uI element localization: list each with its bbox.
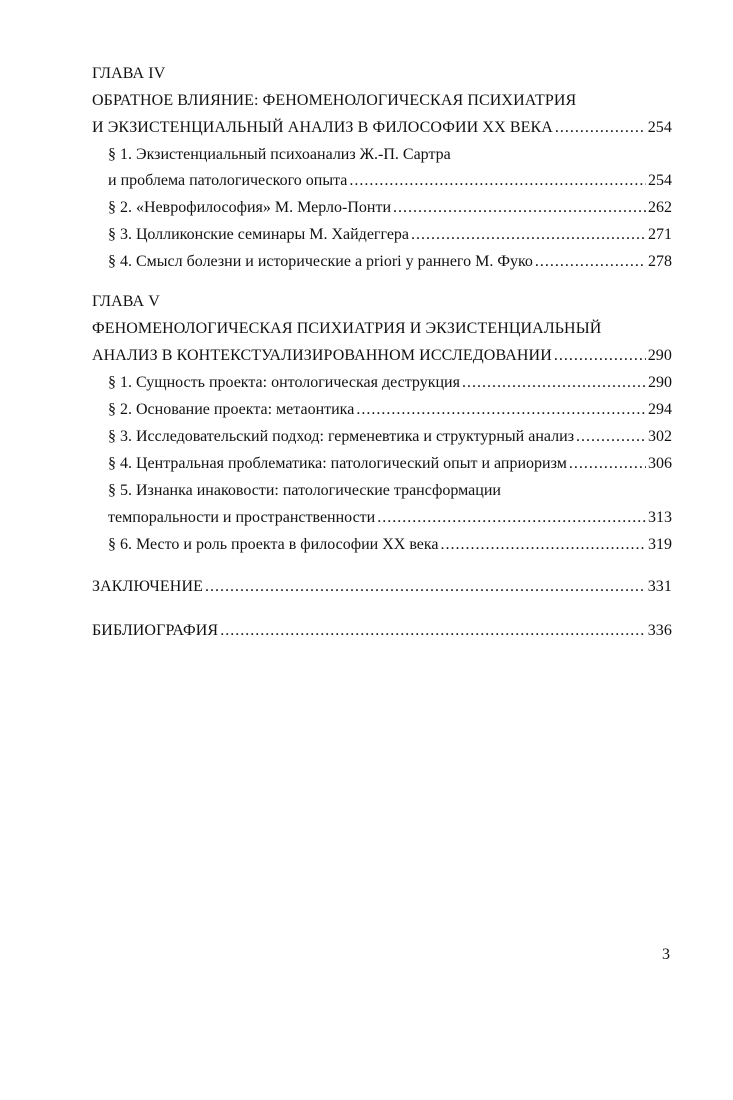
ch5-section-6-text: § 6. Место и роль проекта в философии XX века bbox=[108, 536, 439, 553]
chapter-5-title-entry bbox=[92, 345, 672, 367]
ch4-section-1-page: 254 bbox=[648, 172, 672, 189]
chapter-5-page: 290 bbox=[647, 347, 672, 364]
leader-dots bbox=[349, 170, 646, 192]
chapter-5-label: ГЛАВА V bbox=[92, 293, 160, 310]
conclusion-page: 331 bbox=[647, 578, 672, 595]
leader-dots bbox=[569, 453, 646, 475]
ch5-section-5-entry bbox=[108, 507, 672, 529]
ch4-section-2-text: § 2. «Неврофилософия» М. Мерло-Понти bbox=[108, 199, 392, 216]
ch4-section-4-entry bbox=[108, 251, 672, 273]
bibliography-label: БИБЛИОГРАФИЯ bbox=[92, 622, 219, 639]
leader-dots bbox=[205, 576, 646, 598]
ch5-section-5-line1: § 5. Изнанка инаковости: патологические трансформации bbox=[108, 482, 501, 499]
ch5-section-5-page: 313 bbox=[648, 509, 672, 526]
ch5-section-4-page: 306 bbox=[648, 455, 672, 472]
ch4-section-2-page: 262 bbox=[648, 199, 672, 216]
chapter-4-page: 254 bbox=[647, 119, 672, 136]
chapter-5-title-line2: АНАЛИЗ В КОНТЕКСТУАЛИЗИРОВАННОМ ИССЛЕДОВАНИИ bbox=[92, 347, 552, 364]
ch5-section-6-entry bbox=[108, 534, 672, 556]
leader-dots bbox=[220, 620, 645, 642]
ch5-section-1-text: § 1. Сущность проекта: онтологическая деструкция bbox=[108, 374, 460, 391]
bibliography-page: 336 bbox=[647, 622, 672, 639]
ch5-section-3-text: § 3. Исследовательский подход: герменевтика и структурный анализ bbox=[108, 428, 575, 445]
bibliography-entry bbox=[92, 620, 672, 642]
leader-dots bbox=[393, 197, 646, 219]
conclusion-label: ЗАКЛЮЧЕНИЕ bbox=[92, 578, 203, 595]
leader-dots bbox=[554, 345, 646, 367]
ch5-section-3-entry bbox=[108, 426, 672, 448]
page-number: 3 bbox=[662, 946, 670, 963]
ch4-section-3-text: § 3. Цолликонские семинары М. Хайдеггера bbox=[108, 226, 410, 243]
ch4-section-1-line2: и проблема патологического опыта bbox=[108, 172, 348, 189]
chapter-4-title-line2: И ЭКЗИСТЕНЦИАЛЬНЫЙ АНАЛИЗ В ФИЛОСОФИИ XX ВЕКА bbox=[92, 119, 553, 136]
ch5-section-3-page: 302 bbox=[648, 428, 672, 445]
leader-dots bbox=[356, 399, 646, 421]
ch5-section-5-line2: темпоральности и пространственности bbox=[108, 509, 376, 526]
leader-dots bbox=[535, 251, 646, 273]
ch5-section-1-entry bbox=[108, 372, 672, 394]
ch4-section-4-page: 278 bbox=[648, 253, 672, 270]
ch4-section-2-entry bbox=[108, 197, 672, 219]
chapter-4-label: ГЛАВА IV bbox=[92, 65, 166, 82]
leader-dots bbox=[576, 426, 646, 448]
ch5-section-4-text: § 4. Центральная проблематика: патологический опыт и априоризм bbox=[108, 455, 567, 472]
leader-dots bbox=[441, 534, 646, 556]
ch4-section-4-text: § 4. Смысл болезни и исторические a priori у раннего М. Фуко bbox=[108, 253, 533, 270]
conclusion-entry bbox=[92, 576, 672, 598]
ch4-section-1-entry bbox=[108, 170, 672, 192]
leader-dots bbox=[555, 117, 646, 139]
ch4-section-3-page: 271 bbox=[648, 226, 672, 243]
chapter-5-title-line1: ФЕНОМЕНОЛОГИЧЕСКАЯ ПСИХИАТРИЯ И ЭКЗИСТЕНЦИАЛЬНЫЙ bbox=[92, 320, 602, 337]
ch5-section-2-entry bbox=[108, 399, 672, 421]
chapter-4-title-entry bbox=[92, 117, 672, 139]
ch5-section-2-text: § 2. Основание проекта: метаонтика bbox=[108, 401, 355, 418]
ch5-section-1-page: 290 bbox=[648, 374, 672, 391]
ch5-section-4-entry bbox=[108, 453, 672, 475]
chapter-4-title-line1: ОБРАТНОЕ ВЛИЯНИЕ: ФЕНОМЕНОЛОГИЧЕСКАЯ ПСИХИАТРИЯ bbox=[92, 92, 577, 109]
leader-dots bbox=[411, 224, 646, 246]
leader-dots bbox=[462, 372, 646, 394]
ch5-section-6-page: 319 bbox=[648, 536, 672, 553]
ch4-section-3-entry bbox=[108, 224, 672, 246]
ch4-section-1-line1: § 1. Экзистенциальный психоанализ Ж.-П. Сартра bbox=[108, 146, 451, 163]
ch5-section-2-page: 294 bbox=[648, 401, 672, 418]
leader-dots bbox=[377, 507, 646, 529]
